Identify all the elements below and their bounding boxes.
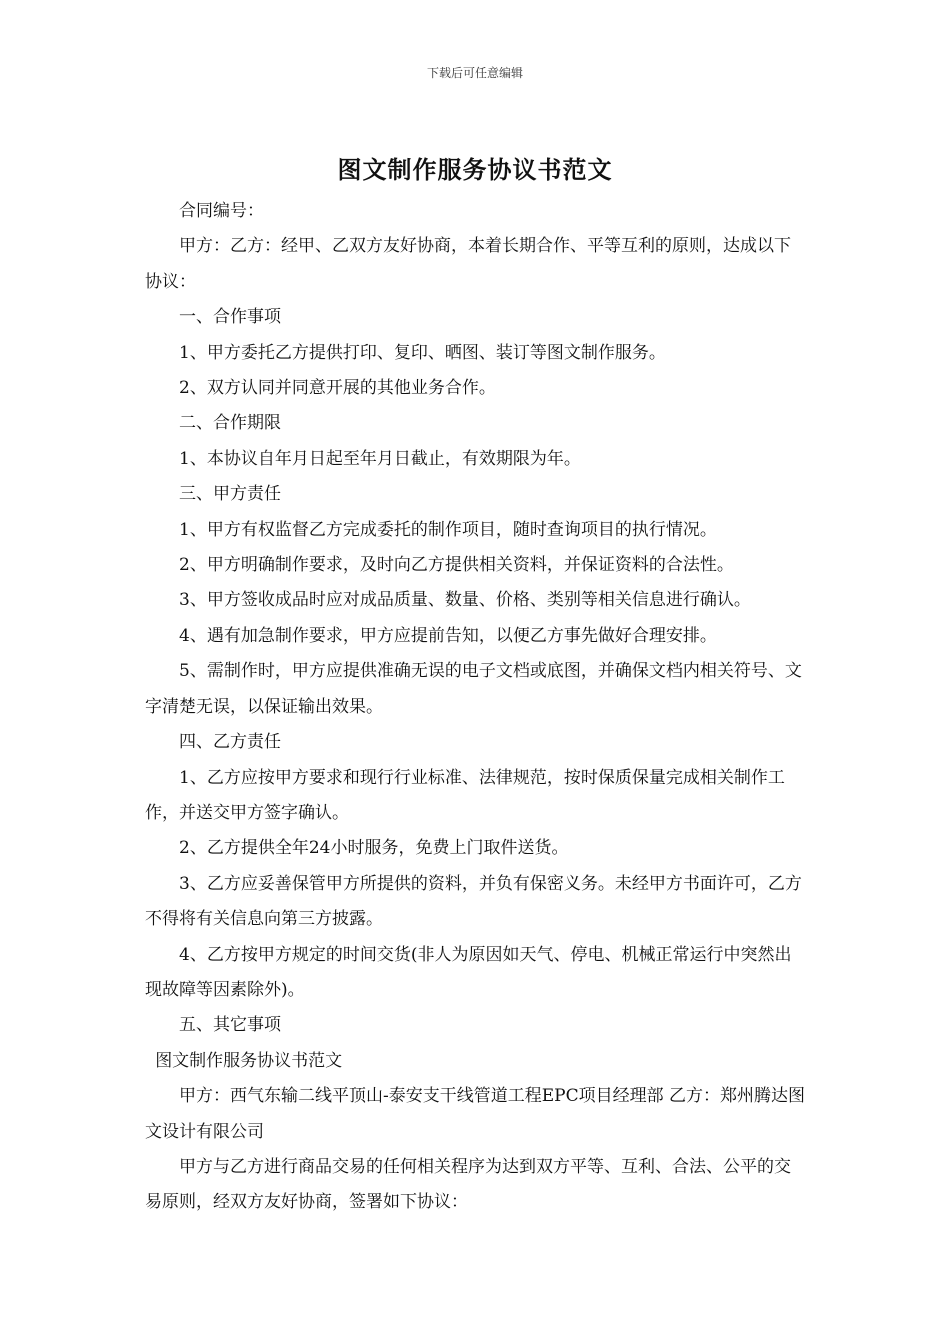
paragraph: 5、需制作时，甲方应提供准确无误的电子文档或底图，并确保文档内相关符号、文字清楚无误，以保证输出效果。 (145, 661, 802, 717)
section-heading: 二、合作期限 (179, 413, 281, 434)
paragraph: 4、乙方按甲方规定的时间交货(非人为原因如天气、停电、机械正常运行中突然出现故障等因素除外)。 (145, 944, 792, 1000)
paragraph: 2、甲方明确制作要求，及时向乙方提供相关资料，并保证资料的合法性。 (179, 555, 734, 576)
page-header: 下载后可任意编辑 (426, 66, 523, 80)
paragraph: 2、乙方提供全年24小时服务，免费上门取件送货。 (179, 838, 569, 859)
paragraph: 3、乙方应妥善保管甲方所提供的资料，并负有保密义务。未经甲方书面许可，乙方不得将有关信息向第三方披露。 (145, 873, 802, 930)
section-heading: 三、甲方责任 (179, 484, 281, 505)
paragraph: 3、甲方签收成品时应对成品质量、数量、价格、类别等相关信息进行确认。 (179, 590, 751, 611)
paragraph: 甲方：乙方：经甲、乙双方友好协商，本着长期合作、平等互利的原则，达成以下协议： (145, 236, 791, 292)
paragraph: 1、乙方应按甲方要求和现行行业标准、法律规范，按时保质保量完成相关制作工作，并送交甲方签字确认。 (145, 767, 785, 823)
document-title: 图文制作服务协议书范文 (337, 155, 613, 184)
paragraph: 甲方：西气东输二线平顶山-泰安支干线管道工程EPC项目经理部 乙方：郑州腾达图文设计有限公司 (145, 1086, 806, 1142)
paragraph: 甲方与乙方进行商品交易的任何相关程序为达到双方平等、互利、合法、公平的交易原则，经双方友好协商，签署如下协议： (145, 1156, 791, 1213)
section-heading: 一、合作事项 (179, 307, 281, 328)
paragraph: 1、本协议自年月日起至年月日截止，有效期限为年。 (179, 448, 581, 469)
paragraph: 4、遇有加急制作要求，甲方应提前告知，以便乙方事先做好合理安排。 (179, 625, 717, 646)
paragraph: 1、甲方委托乙方提供打印、复印、晒图、装订等图文制作服务。 (179, 342, 666, 363)
paragraph: 1、甲方有权监督乙方完成委托的制作项目，随时查询项目的执行情况。 (179, 519, 717, 540)
subtitle: 图文制作服务协议书范文 (155, 1050, 343, 1071)
paragraph: 2、双方认同并同意开展的其他业务合作。 (179, 378, 496, 399)
document-body (145, 194, 805, 1221)
paragraph: 合同编号： (179, 201, 264, 221)
section-heading: 四、乙方责任 (179, 732, 281, 753)
section-heading: 五、其它事项 (179, 1015, 281, 1036)
